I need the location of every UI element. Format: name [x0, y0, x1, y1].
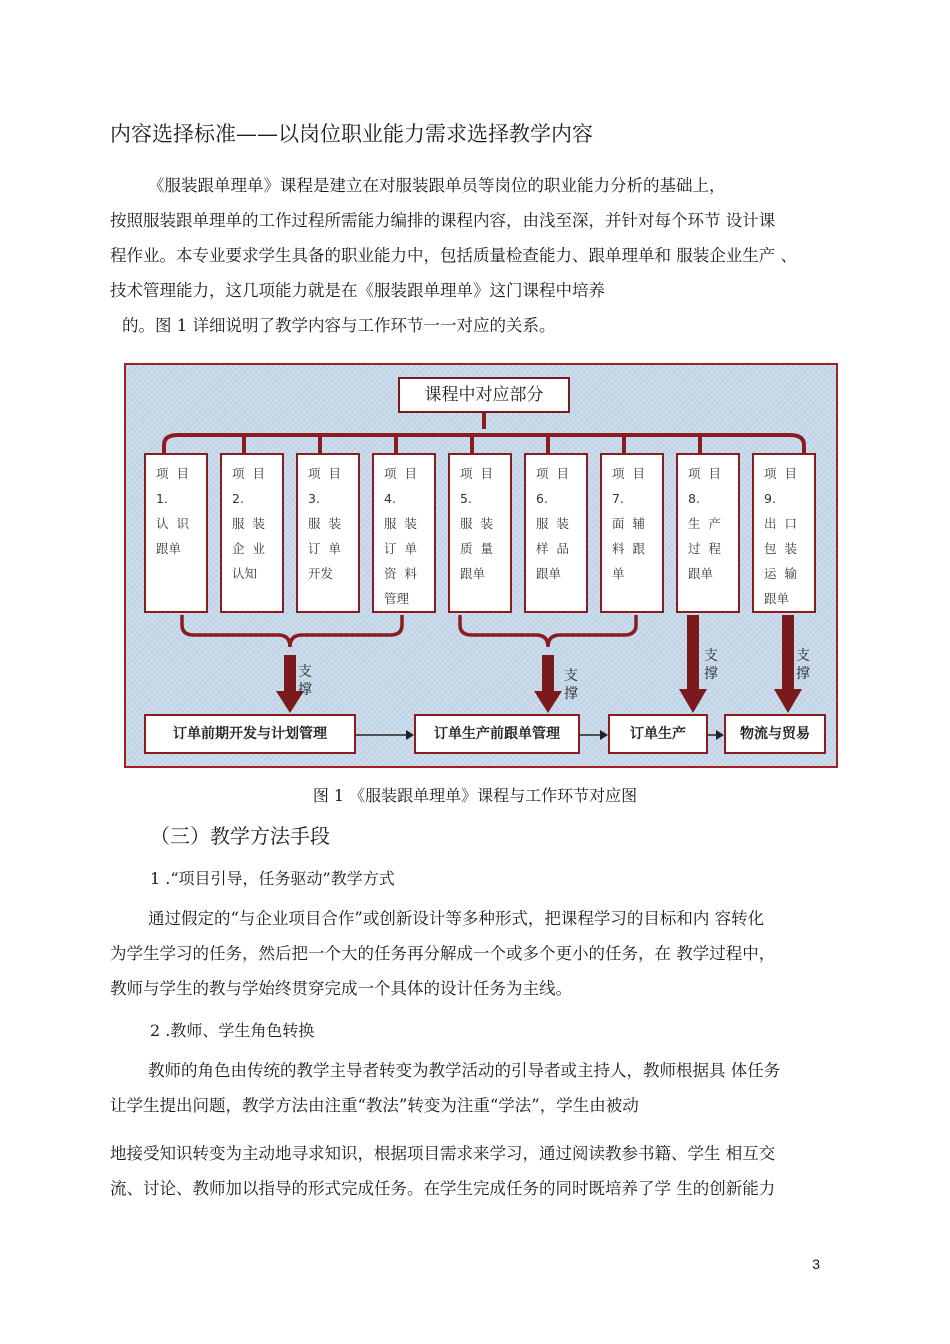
- method1-line: 通过假定的“与企业项目合作”或创新设计等多种形式，把课程学习的目标和内 容转化: [148, 909, 765, 928]
- stage-box: 订单前期开发与计划管理: [144, 714, 356, 754]
- project-label: 项 目 7. 面 辅 料 跟 单: [612, 466, 645, 581]
- method2-line: 流、讨论、教师加以指导的形式完成任务。在学生完成任务的同时既培养了学 生的创新能力: [110, 1179, 776, 1198]
- stage-box: 物流与贸易: [724, 714, 826, 754]
- project-box: [144, 453, 208, 613]
- support-label: 支 撑: [704, 648, 718, 682]
- project-box: [524, 453, 588, 613]
- support-label: 支 撑: [298, 664, 312, 698]
- project-box: [296, 453, 360, 613]
- method1-paragraph: [110, 905, 776, 998]
- project-label: 项 目 8. 生 产 过 程 跟单: [688, 466, 721, 581]
- method1-title: [150, 866, 395, 889]
- project-label: 项 目 5. 服 装 质 量 跟单: [460, 466, 493, 581]
- intro-line: 程作业。本专业要求学生具备的职业能力中，包括质量检查能力、跟单理单和 服装企业生产 、: [110, 246, 797, 265]
- method2-title: [150, 1018, 314, 1041]
- method1-line: 为学生学习的任务，然后把一个大的任务再分解成一个或多个更小的任务，在 教学过程中，: [110, 944, 776, 963]
- project-label: 项 目 2. 服 装 企 业 认知: [232, 466, 265, 581]
- method2-line: 地接受知识转变为主动地寻求知识，根据项目需求来学习，通过阅读教参书籍、学生 相互交: [110, 1144, 776, 1163]
- project-label: 项 目 3. 服 装 订 单 开发: [308, 466, 341, 581]
- intro-line: 技术管理能力，这几项能力就是在《服装跟单理单》这门课程中培养: [110, 281, 605, 300]
- method-title: 2 .教师、学生角色转换: [150, 1021, 315, 1040]
- support-label: 支 撑: [564, 668, 578, 702]
- project-box: [372, 453, 436, 613]
- project-label: 项 目 1. 认 识 跟单: [156, 466, 189, 556]
- course-parts-box: 课程中对应部分: [398, 377, 570, 413]
- page-number: 3: [812, 1256, 820, 1272]
- intro-paragraph: [110, 172, 797, 347]
- project-box: [752, 453, 816, 613]
- project-label: 项 目 9. 出 口 包 装 运 输 跟单: [764, 466, 797, 606]
- stage-box: 订单生产: [608, 714, 708, 754]
- method2-paragraph: [110, 1057, 781, 1198]
- project-box: [600, 453, 664, 613]
- support-label: 支 撑: [796, 648, 810, 682]
- project-label: 项 目 4. 服 装 订 单 资 料 管理: [384, 466, 417, 606]
- project-box: [676, 453, 740, 613]
- figure-caption: 图 1 《服装跟单理单》课程与工作环节对应图: [312, 786, 638, 805]
- course-workflow-diagram: [124, 363, 838, 768]
- project-box: [220, 453, 284, 613]
- section-title: （三）教学方法手段: [150, 824, 330, 848]
- method-title: 1 .“项目引导，任务驱动”教学方式: [150, 869, 395, 888]
- project-box: [448, 453, 512, 613]
- method2-line: 让学生提出问题，教学方法由注重“教法”转变为注重“学法”，学生由被动: [110, 1096, 639, 1115]
- intro-line: 《服装跟单理单》课程是建立在对服装跟单员等岗位的职业能力分析的基础上，: [148, 176, 726, 195]
- stage-box: 订单生产前跟单管理: [414, 714, 580, 754]
- section-heading: 内容选择标准——以岗位职业能力需求选择教学内容: [110, 122, 593, 146]
- intro-line: 按照服装跟单理单的工作过程所需能力编排的课程内容，由浅至深，并针对每个环节 设计课: [110, 211, 776, 230]
- intro-line: 的。图 1 详细说明了教学内容与工作环节一一对应的关系。: [122, 316, 556, 335]
- method2-line: 教师的角色由传统的教学主导者转变为教学活动的引导者或主持人，教师根据具 体任务: [148, 1061, 781, 1080]
- method1-line: 教师与学生的教与学始终贯穿完成一个具体的设计任务为主线。: [110, 979, 572, 998]
- project-label: 项 目 6. 服 装 样 品 跟单: [536, 466, 569, 581]
